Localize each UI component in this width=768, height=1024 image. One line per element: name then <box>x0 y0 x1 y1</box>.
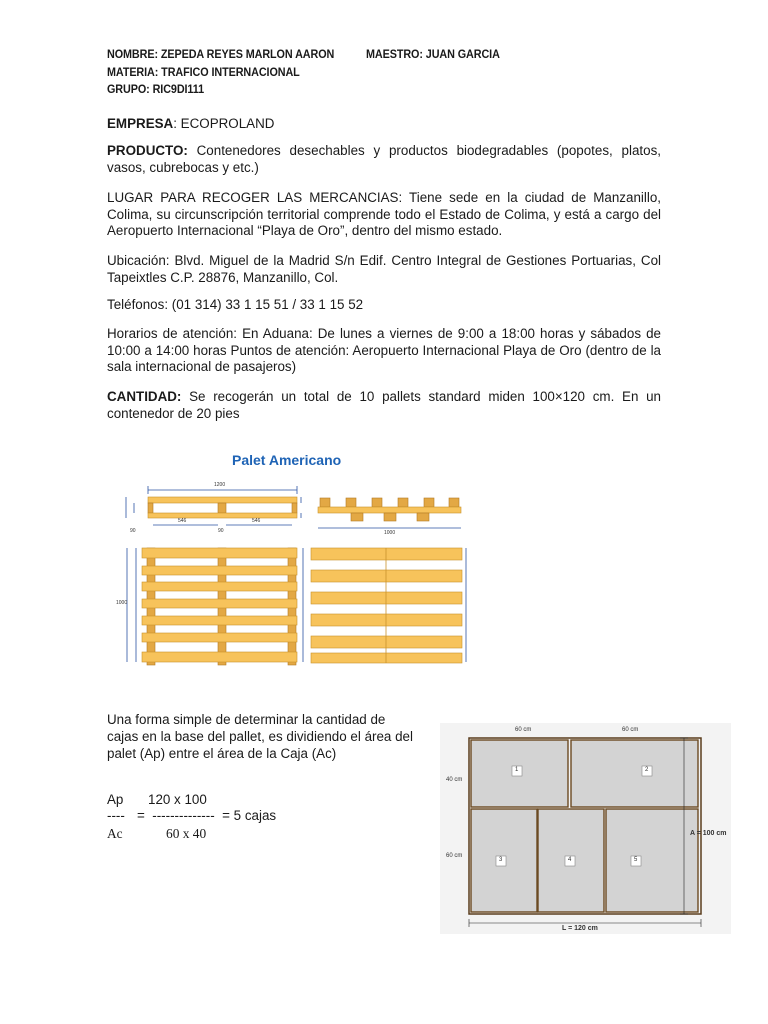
box-number-2: 2 <box>645 767 649 773</box>
group: GRUPO: RIC9DI111 <box>107 82 205 96</box>
dim-left-small: 90 <box>130 528 136 534</box>
dim-height: 1000 <box>116 600 128 606</box>
empresa-label: EMPRESA <box>107 116 174 131</box>
formula-ac-value: 60 x 40 <box>166 826 207 841</box>
lugar-paragraph: LUGAR PARA RECOGER LAS MERCANCIAS: Tiene sede en la ciudad de Manzanillo, Colima, su circunscripción territorial comprende todo el Estado de Colima, y está a cargo del Aeropuerto Internacional “Playa de Oro”, dentro del mismo estado. <box>107 190 661 238</box>
producto-label: PRODUCTO: <box>107 143 188 158</box>
box-number-1: 1 <box>515 767 519 773</box>
label-bottom: L = 120 cm <box>562 925 598 932</box>
ubicacion-paragraph: Ubicación: Blvd. Miguel de la Madrid S/n Edif. Centro Integral de Gestiones Portuarias, Col Tapeixtles C.P. 28876, Manzanillo, Col. <box>107 253 661 285</box>
box-layout-diagram <box>440 723 731 934</box>
explanation-text: Una forma simple de determinar la cantidad de cajas en la base del pallet, es dividiendo el área del palet (Ap) entre el área de la Caja (Ac) <box>107 712 413 761</box>
formula-ac: Ac <box>107 826 123 841</box>
pallet-top-view-right <box>311 548 466 663</box>
empresa-paragraph <box>107 116 661 133</box>
label-left-top: 40 cm <box>446 777 463 783</box>
label-top-left: 60 cm <box>515 727 532 733</box>
cantidad-paragraph <box>107 389 661 422</box>
box-number-3: 3 <box>499 857 503 863</box>
teacher-name: MAESTRO: JUAN GARCIA <box>366 47 500 61</box>
cantidad-value: Se recogerán un total de 10 pallets standard miden 100×120 cm. En un contenedor de 20 pies <box>107 389 661 421</box>
label-left-bottom: 60 cm <box>446 853 463 859</box>
box-number-5: 5 <box>634 857 638 863</box>
box-layout-drawing <box>440 723 731 934</box>
label-right: A = 100 cm <box>690 830 727 837</box>
box-number-4: 4 <box>568 857 572 863</box>
pallet-figure-title: Palet Americano <box>232 452 342 468</box>
formula-ap: Ap <box>107 792 124 807</box>
formula-result: = -------------- = 5 cajas <box>137 808 277 823</box>
subject: MATERIA: TRAFICO INTERNACIONAL <box>107 65 300 79</box>
dim-side-width: 1000 <box>384 530 396 536</box>
student-name: NOMBRE: ZEPEDA REYES MARLON AARON <box>107 47 335 61</box>
cantidad-label: CANTIDAD: <box>107 389 182 404</box>
dim-top-width: 1200 <box>214 482 226 488</box>
formula-dashes: ---- <box>107 808 125 823</box>
producto-paragraph <box>107 143 661 176</box>
dim-left-b: 546 <box>252 518 261 524</box>
horarios-paragraph: Horarios de atención: En Aduana: De lunes a viernes de 9:00 a 18:00 horas y sábados de 10:00 a 14:00 horas Puntos de atención: Aeropuerto Internacional Playa de Oro (dentro de la sala internacional de pasajeros) <box>107 326 661 374</box>
pallet-side-view-left <box>126 486 301 525</box>
dim-left-a: 546 <box>178 518 187 524</box>
producto-value: Contenedores desechables y productos biodegradables (popotes, platos, vasos, cubrebocas y etc.) <box>107 143 661 175</box>
pallet-drawing <box>112 440 488 676</box>
telefonos-paragraph: Teléfonos: (01 314) 33 1 15 51 / 33 1 15 52 <box>107 297 364 312</box>
label-top-right: 60 cm <box>622 727 639 733</box>
dim-middle: 90 <box>218 528 224 534</box>
pallet-top-view-left <box>127 548 303 665</box>
pallet-side-view-right <box>318 498 461 528</box>
formula-ap-value: 120 x 100 <box>148 792 207 807</box>
pallet-figure <box>112 440 488 676</box>
empresa-value: : ECOPROLAND <box>173 116 275 131</box>
